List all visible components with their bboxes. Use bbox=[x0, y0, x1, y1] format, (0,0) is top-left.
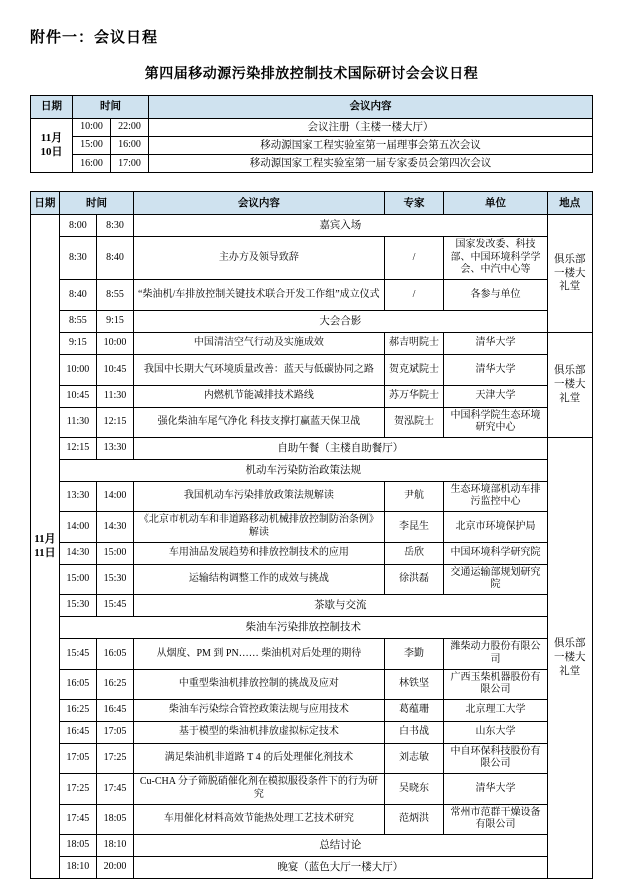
table2-time-end: 16:45 bbox=[96, 699, 133, 721]
table2-expert-cell: 范炳洪 bbox=[384, 804, 444, 834]
table2-expert-cell: / bbox=[384, 237, 444, 280]
table2-time-start: 8:40 bbox=[59, 279, 96, 310]
table-row bbox=[31, 119, 593, 137]
table2-unit-cell: 生态环境部机动车排污监控中心 bbox=[444, 481, 547, 511]
table2-body bbox=[31, 215, 593, 879]
table1-header-content: 会议内容 bbox=[149, 96, 593, 119]
table2-expert-cell: 贺克斌院士 bbox=[384, 354, 444, 385]
table2-time-start: 13:30 bbox=[59, 481, 96, 511]
table2-full-width-cell: 晚宴（蓝色大厅一楼大厅） bbox=[134, 856, 547, 878]
table2-time-start: 18:10 bbox=[59, 856, 96, 878]
table-row bbox=[31, 542, 593, 564]
table-row bbox=[31, 743, 593, 773]
table2-time-start: 14:00 bbox=[59, 511, 96, 542]
table2-time-end: 17:05 bbox=[96, 721, 133, 743]
table2-content-cell: “柴油机/车排放控制关键技术联合开发工作组”成立仪式 bbox=[134, 279, 385, 310]
table2-expert-cell: 刘志敏 bbox=[384, 743, 444, 773]
table-row bbox=[31, 804, 593, 834]
table2-content-cell: 运输结构调整工作的成效与挑战 bbox=[134, 564, 385, 594]
table2-venue-cell: 俱乐部一楼大礼堂 bbox=[547, 437, 592, 878]
table1-time-start: 16:00 bbox=[73, 155, 111, 173]
table2-content-cell: 车用催化材料高效节能热处理工艺技术研究 bbox=[134, 804, 385, 834]
table1-time-start: 15:00 bbox=[73, 137, 111, 155]
table2-unit-cell: 广西玉柴机器股份有限公司 bbox=[444, 669, 547, 699]
table2-time-end: 16:05 bbox=[96, 638, 133, 669]
table2-full-width-cell: 茶歇与交流 bbox=[134, 594, 547, 616]
table2-expert-cell: 贺泓院士 bbox=[384, 407, 444, 437]
table2-time-end: 8:40 bbox=[96, 237, 133, 280]
document-heading: 附件一：会议日程 bbox=[30, 30, 159, 46]
table2-time-end: 18:05 bbox=[96, 804, 133, 834]
table2-time-end: 20:00 bbox=[96, 856, 133, 878]
table2-expert-cell: 苏万华院士 bbox=[384, 385, 444, 407]
table2-time-start: 17:25 bbox=[59, 773, 96, 804]
table2-expert-cell: 岳欣 bbox=[384, 542, 444, 564]
table2-unit-cell: 清华大学 bbox=[444, 354, 547, 385]
table-row bbox=[31, 407, 593, 437]
table2-venue-cell: 俱乐部一楼大礼堂 bbox=[547, 215, 592, 333]
table2-header-row bbox=[31, 192, 593, 215]
table2-expert-cell: 葛蕴珊 bbox=[384, 699, 444, 721]
table-row bbox=[31, 354, 593, 385]
table2-time-start: 16:45 bbox=[59, 721, 96, 743]
table2-time-end: 15:00 bbox=[96, 542, 133, 564]
table1-time-start: 10:00 bbox=[73, 119, 111, 137]
table2-time-start: 9:15 bbox=[59, 332, 96, 354]
table2-content-cell: 主办方及领导致辞 bbox=[134, 237, 385, 280]
table2-unit-cell: 天津大学 bbox=[444, 385, 547, 407]
table1-content-cell: 移动源国家工程实验室第一届理事会第五次会议 bbox=[149, 137, 593, 155]
table-row bbox=[31, 669, 593, 699]
table-row bbox=[31, 699, 593, 721]
table2-time-start: 17:05 bbox=[59, 743, 96, 773]
table2-time-end: 8:55 bbox=[96, 279, 133, 310]
table2-unit-cell: 中国环境科学研究院 bbox=[444, 542, 547, 564]
table1-header-time: 时间 bbox=[73, 96, 149, 119]
table2-time-start: 12:15 bbox=[59, 437, 96, 459]
table2-content-cell: 强化柴油车尾气净化 科技支撑打赢蓝天保卫战 bbox=[134, 407, 385, 437]
document-title: 第四届移动源污染排放控制技术国际研讨会会议日程 bbox=[144, 67, 479, 82]
table-row bbox=[31, 564, 593, 594]
table-row bbox=[31, 616, 593, 638]
table2-date-cell: 11月 11日 bbox=[31, 215, 60, 879]
schedule-table-day1 bbox=[30, 95, 593, 173]
table2-unit-cell: 中国科学院生态环境研究中心 bbox=[444, 407, 547, 437]
table2-expert-cell: 郝吉明院士 bbox=[384, 332, 444, 354]
table-row bbox=[31, 237, 593, 280]
table2-time-end: 18:10 bbox=[96, 834, 133, 856]
table2-content-cell: 《北京市机动车和非道路移动机械排放控制防治条例》解读 bbox=[134, 511, 385, 542]
table2-time-start: 18:05 bbox=[59, 834, 96, 856]
table-row bbox=[31, 773, 593, 804]
table2-time-start: 17:45 bbox=[59, 804, 96, 834]
table2-content-cell: 从烟度、PM 到 PN…… 柴油机对后处理的期待 bbox=[134, 638, 385, 669]
table2-full-width-cell: 大会合影 bbox=[134, 310, 547, 332]
table1-header-row bbox=[31, 96, 593, 119]
table2-time-start: 15:00 bbox=[59, 564, 96, 594]
table2-section-header: 机动车污染防治政策法规 bbox=[59, 459, 547, 481]
table2-header-content: 会议内容 bbox=[134, 192, 385, 215]
table2-time-end: 10:45 bbox=[96, 354, 133, 385]
table2-time-start: 15:30 bbox=[59, 594, 96, 616]
table2-unit-cell: 常州市范群干燥设备有限公司 bbox=[444, 804, 547, 834]
table2-time-start: 16:05 bbox=[59, 669, 96, 699]
table2-header-venue: 地点 bbox=[547, 192, 592, 215]
table2-content-cell: Cu-CHA 分子筛脱硝催化剂在模拟服役条件下的行为研究 bbox=[134, 773, 385, 804]
table2-expert-cell: 李勤 bbox=[384, 638, 444, 669]
table2-unit-cell: 国家发改委、科技部、中国环境科学学会、中汽中心等 bbox=[444, 237, 547, 280]
table2-time-end: 17:45 bbox=[96, 773, 133, 804]
table2-time-end: 11:30 bbox=[96, 385, 133, 407]
table2-content-cell: 中重型柴油机排放控制的挑战及应对 bbox=[134, 669, 385, 699]
table2-expert-cell: 徐洪磊 bbox=[384, 564, 444, 594]
table2-time-end: 14:30 bbox=[96, 511, 133, 542]
table2-header-time: 时间 bbox=[59, 192, 133, 215]
table-row bbox=[31, 385, 593, 407]
table2-full-width-cell: 自助午餐（主楼自助餐厅） bbox=[134, 437, 547, 459]
table2-time-start: 11:30 bbox=[59, 407, 96, 437]
table-row bbox=[31, 856, 593, 878]
table2-time-start: 8:30 bbox=[59, 237, 96, 280]
table2-time-start: 10:00 bbox=[59, 354, 96, 385]
table2-content-cell: 车用油品发展趋势和排放控制技术的应用 bbox=[134, 542, 385, 564]
table1-content-cell: 会议注册（主楼一楼大厅） bbox=[149, 119, 593, 137]
table-row bbox=[31, 721, 593, 743]
table-row bbox=[31, 332, 593, 354]
table2-expert-cell: 白书战 bbox=[384, 721, 444, 743]
table2-expert-cell: 吴晓东 bbox=[384, 773, 444, 804]
table2-time-start: 8:00 bbox=[59, 215, 96, 237]
table2-time-end: 14:00 bbox=[96, 481, 133, 511]
table2-time-end: 13:30 bbox=[96, 437, 133, 459]
table2-section-header: 柴油车污染排放控制技术 bbox=[59, 616, 547, 638]
table-row bbox=[31, 155, 593, 173]
table2-unit-cell: 潍柴动力股份有限公司 bbox=[444, 638, 547, 669]
table1-body bbox=[31, 119, 593, 173]
table2-unit-cell: 北京理工大学 bbox=[444, 699, 547, 721]
table2-unit-cell: 清华大学 bbox=[444, 773, 547, 804]
table2-time-start: 14:30 bbox=[59, 542, 96, 564]
table2-full-width-cell: 总结讨论 bbox=[134, 834, 547, 856]
table2-content-cell: 柴油车污染综合管控政策法规与应用技术 bbox=[134, 699, 385, 721]
table2-time-end: 9:15 bbox=[96, 310, 133, 332]
table2-expert-cell: 林铁坚 bbox=[384, 669, 444, 699]
table2-time-start: 8:55 bbox=[59, 310, 96, 332]
table2-time-end: 15:30 bbox=[96, 564, 133, 594]
table-row bbox=[31, 638, 593, 669]
table1-header-date: 日期 bbox=[31, 96, 73, 119]
table2-time-start: 10:45 bbox=[59, 385, 96, 407]
table2-time-start: 15:45 bbox=[59, 638, 96, 669]
table2-time-end: 17:25 bbox=[96, 743, 133, 773]
table-row bbox=[31, 834, 593, 856]
table1-date-cell: 11月 10日 bbox=[31, 119, 73, 173]
table2-content-cell: 中国清洁空气行动及实施成效 bbox=[134, 332, 385, 354]
table2-expert-cell: 尹航 bbox=[384, 481, 444, 511]
table1-time-end: 22:00 bbox=[111, 119, 149, 137]
table1-time-end: 16:00 bbox=[111, 137, 149, 155]
table2-time-end: 15:45 bbox=[96, 594, 133, 616]
table2-header-date: 日期 bbox=[31, 192, 60, 215]
table2-time-end: 10:00 bbox=[96, 332, 133, 354]
table-row bbox=[31, 310, 593, 332]
table2-content-cell: 我国中长期大气环境质量改善：蓝天与低碳协同之路 bbox=[134, 354, 385, 385]
table-row bbox=[31, 511, 593, 542]
table2-expert-cell: 李昆生 bbox=[384, 511, 444, 542]
table2-time-end: 16:25 bbox=[96, 669, 133, 699]
table2-time-start: 16:25 bbox=[59, 699, 96, 721]
table2-content-cell: 基于模型的柴油机排放虚拟标定技术 bbox=[134, 721, 385, 743]
table-row bbox=[31, 279, 593, 310]
table2-content-cell: 满足柴油机非道路 T 4 的后处理催化剂技术 bbox=[134, 743, 385, 773]
table-row bbox=[31, 481, 593, 511]
table2-full-width-cell: 嘉宾入场 bbox=[134, 215, 547, 237]
table2-time-end: 8:30 bbox=[96, 215, 133, 237]
table-row bbox=[31, 137, 593, 155]
table2-content-cell: 我国机动车污染排放政策法规解读 bbox=[134, 481, 385, 511]
table2-expert-cell: / bbox=[384, 279, 444, 310]
table2-header-expert: 专家 bbox=[384, 192, 444, 215]
table1-content-cell: 移动源国家工程实验室第一届专家委员会第四次会议 bbox=[149, 155, 593, 173]
schedule-table-day2 bbox=[30, 191, 593, 879]
table2-unit-cell: 山东大学 bbox=[444, 721, 547, 743]
table2-time-end: 12:15 bbox=[96, 407, 133, 437]
table2-unit-cell: 清华大学 bbox=[444, 332, 547, 354]
table-row bbox=[31, 215, 593, 237]
table2-unit-cell: 北京市环境保护局 bbox=[444, 511, 547, 542]
table2-unit-cell: 中自环保科技股份有限公司 bbox=[444, 743, 547, 773]
table-row bbox=[31, 594, 593, 616]
table2-unit-cell: 各参与单位 bbox=[444, 279, 547, 310]
table2-content-cell: 内燃机节能减排技术路线 bbox=[134, 385, 385, 407]
table2-venue-cell: 俱乐部一楼大礼堂 bbox=[547, 332, 592, 437]
table2-unit-cell: 交通运输部规划研究院 bbox=[444, 564, 547, 594]
table2-header-unit: 单位 bbox=[444, 192, 547, 215]
table-row bbox=[31, 437, 593, 459]
table-row bbox=[31, 459, 593, 481]
table1-time-end: 17:00 bbox=[111, 155, 149, 173]
